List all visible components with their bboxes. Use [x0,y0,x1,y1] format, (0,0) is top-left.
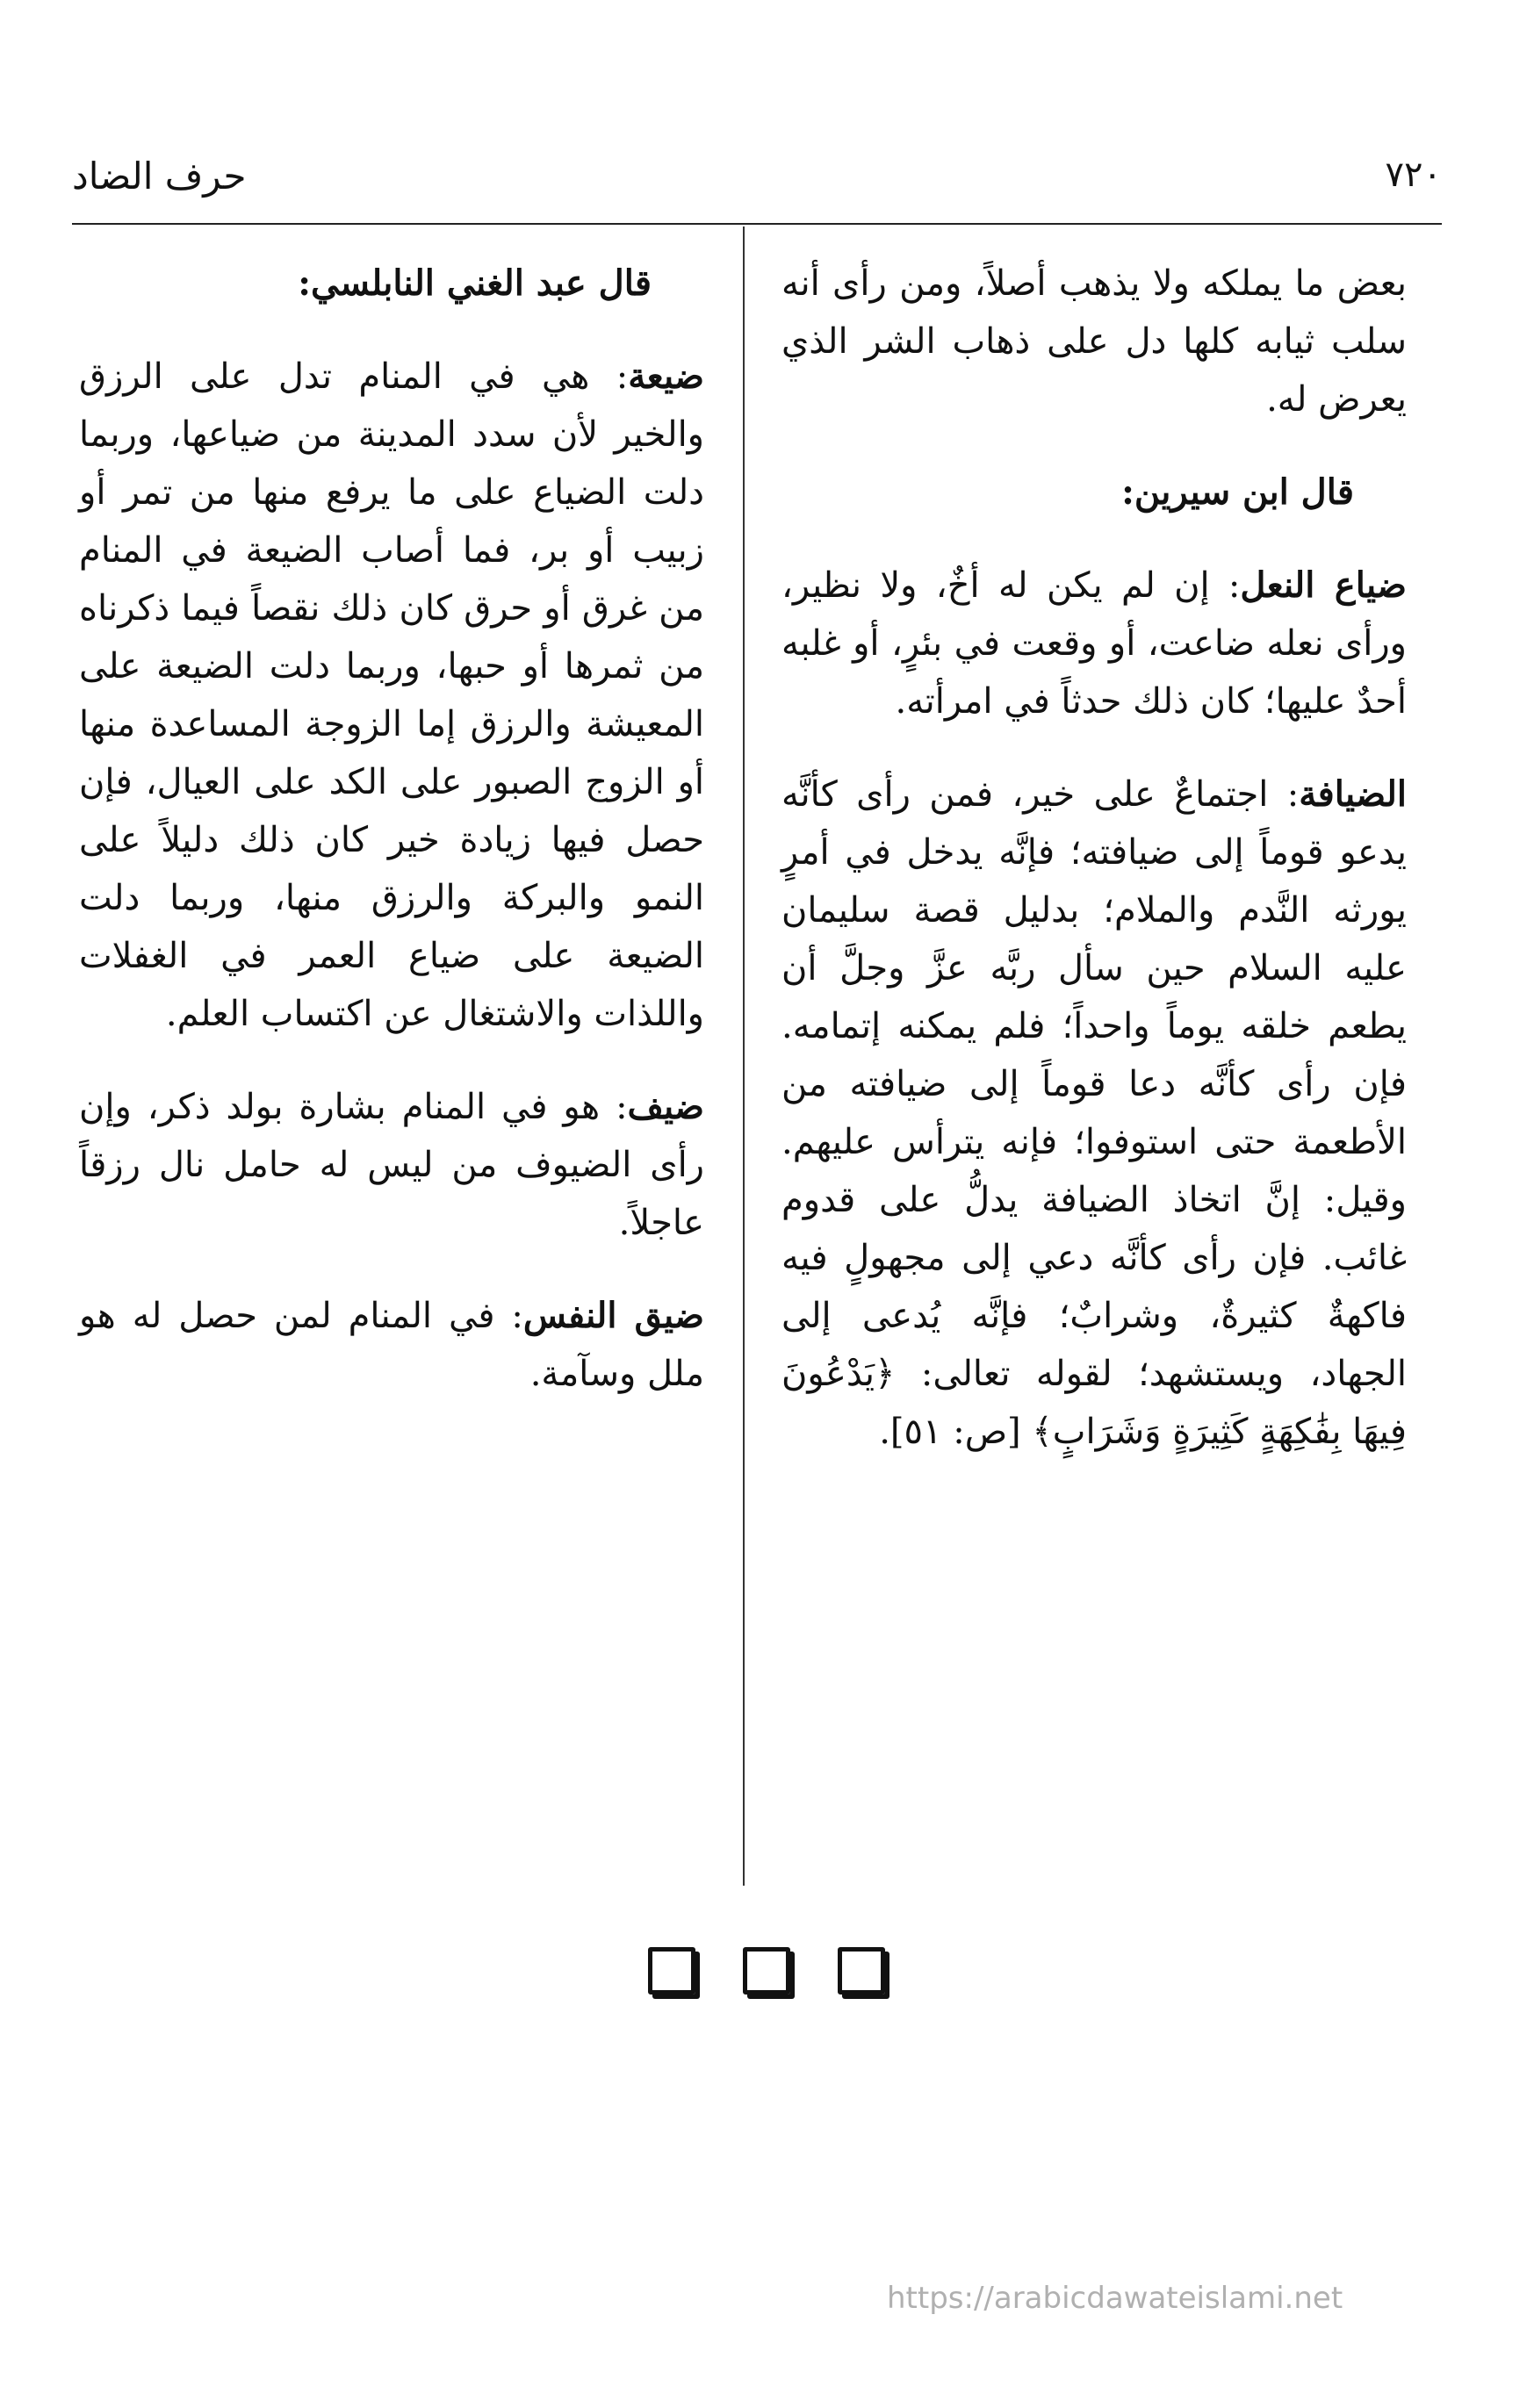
page-number: ٧٢٠ [1385,155,1442,195]
watermark-url: https://arabicdawateislami.net [887,2281,1343,2316]
entry-paragraph [79,1287,704,1403]
section-end-ornament [648,1947,885,2009]
paragraph: بعض ما يملكه ولا يذهب أصلاً، ومن رأى أنه سلب ثيابه كلها دل على ذهاب الشر الذي يعرض له. [781,263,1407,420]
ornament-box-icon [743,1947,790,1995]
header-rule [72,223,1442,225]
entry-term: ضيف [627,1086,704,1127]
entry-text: : هي في المنام تدل على الرزق والخير لأن سدد المدينة من ضياعها، وربما دلت الضياع على ما يرفع منها من تمر أو زبيب أو بر، فما أصاب الضيعة في المنام من غرق أو حرق كان ذلك نقصاً فيما ذكرناه من ثمرها أو حبها، وربما دلت الضيعة على المعيشة والرزق إما الزوجة المساعدة منها أو الزوج الصبور على الكد على العيال، فإن حصل فيها زيادة خير كان ذلك دليلاً على النمو والبركة والرزق منها، وربما دلت الضيعة على ضياع العمر في الغفلات واللذات والاشتغال عن اكتساب العلم. [79,356,704,1034]
section-heading: قال ابن سيرين: [1121,471,1354,513]
entry-text: : اجتماعٌ على خير، فمن رأى كأنَّه يدعو قوماً إلى ضيافته؛ فإنَّه يدخل في أمرٍ يورثه النَّدم والملام؛ بدليل قصة سليمان عليه السلام حين سأل ربَّه عزَّ وجلَّ أن يطعم خلقه يوماً واحداً؛ فلم يمكنه إتمامه. فإن رأى كأنَّه دعا قوماً إلى ضيافته من الأطعمة حتى استوفوا؛ فإنه يترأس عليهم. وقيل: إنَّ اتخاذ الضيافة يدلُّ على قدوم غائب. فإن رأى كأنَّه دعي إلى مجهولٍ فيه فاكهةٌ كثيرةٌ، وشرابٌ؛ فإنَّه يُدعى إلى الجهاد، ويستشهد؛ لقوله تعالى: ﴿يَدْعُونَ فِيهَا بِفَٰكِهَةٍ كَثِيرَةٍ وَشَرَابٍ﴾ [ص: ٥١]. [781,774,1407,1452]
entry-term: ضياع النعل [1240,564,1407,606]
entry-text: : في المنام لمن حصل له هو ملل وسآمة. [79,1296,704,1394]
ornament-box-icon [648,1947,695,1995]
entry-paragraph [79,1078,704,1252]
right-column [781,255,1407,1496]
entry-term: ضيق النفس [522,1295,704,1336]
section-heading: قال عبد الغني النابلسي: [298,262,652,304]
ornament-box-icon [838,1947,885,1995]
left-column [79,255,704,1438]
entry-term: ضيعة [628,356,704,397]
column-divider [743,226,745,1886]
page-header [72,155,1442,216]
entry-text: : إن لم يكن له أخٌ، ولا نظير، ورأى نعله ضاعت، أو وقعت في بئرٍ، أو غلبه أحدٌ عليها؛ كان ذلك حدثاً في امرأته. [781,565,1407,722]
entry-term: الضيافة [1299,773,1407,815]
entry-text: : هو في المنام بشارة بولد ذكر، وإن رأى الضيوف من ليس له حامل نال رزقاً عاجلاً. [79,1087,704,1243]
entry-paragraph [781,766,1407,1461]
entry-paragraph [79,348,704,1043]
running-head: حرف الضاد [72,155,247,198]
entry-paragraph [781,557,1407,730]
